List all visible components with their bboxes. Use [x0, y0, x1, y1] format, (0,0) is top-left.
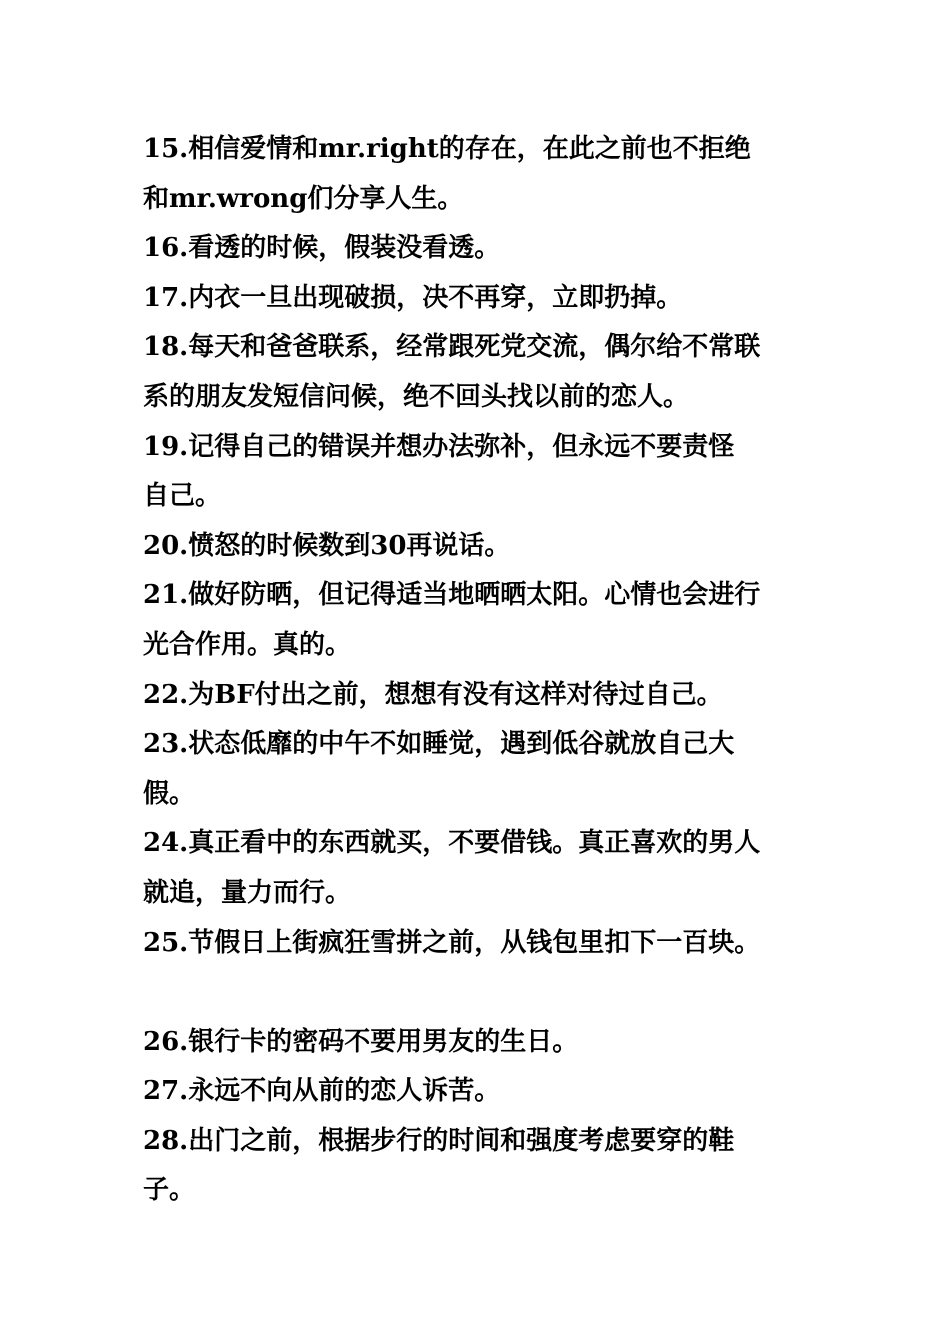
text-line: 就追，量力而行。	[143, 877, 352, 908]
text-line: 28.出门之前，根据步行的时间和强度考虑要穿的鞋	[143, 1125, 735, 1156]
text-line: 25.节假日上街疯狂雪拼之前，从钱包里扣下一百块。	[143, 927, 761, 958]
document-page	[143, 125, 811, 1216]
text-line: 23.状态低靡的中午不如睡觉，遇到低谷就放自己大	[143, 729, 735, 760]
text-line: 15.相信爱情和mr.right的存在，在此之前也不拒绝	[143, 134, 751, 164]
text-line: 18.每天和爸爸联系，经常跟死党交流，偶尔给不常联	[143, 332, 761, 363]
text-line: 19.记得自己的错误并想办法弥补，但永远不要责怪	[143, 431, 735, 462]
text-line: 21.做好防晒，但记得适当地晒晒太阳。心情也会进行	[143, 580, 761, 611]
text-line: 系的朋友发短信问候，绝不回头找以前的恋人。	[143, 381, 690, 412]
text-line: 自己。	[143, 481, 222, 512]
text-line: 27.永远不向从前的恋人诉苦。	[143, 1076, 501, 1107]
text-line: 假。	[143, 778, 196, 809]
text-line: 22.为BF付出之前，想想有没有这样对待过自己。	[143, 679, 723, 710]
text-line: 17.内衣一旦出现破损，决不再穿，立即扔掉。	[143, 282, 683, 313]
text-line: 光合作用。真的。	[143, 629, 352, 660]
text-line: 24.真正看中的东西就买，不要借钱。真正喜欢的男人	[143, 828, 761, 859]
blank-line	[143, 968, 811, 1018]
text-line: 26.银行卡的密码不要用男友的生日。	[143, 1026, 579, 1057]
text-line: 16.看透的时候，假装没看透。	[143, 233, 501, 264]
text-line: 和mr.wrong们分享人生。	[143, 183, 464, 214]
text-line: 20.愤怒的时候数到30再说话。	[143, 530, 511, 561]
text-line: 子。	[143, 1175, 196, 1206]
